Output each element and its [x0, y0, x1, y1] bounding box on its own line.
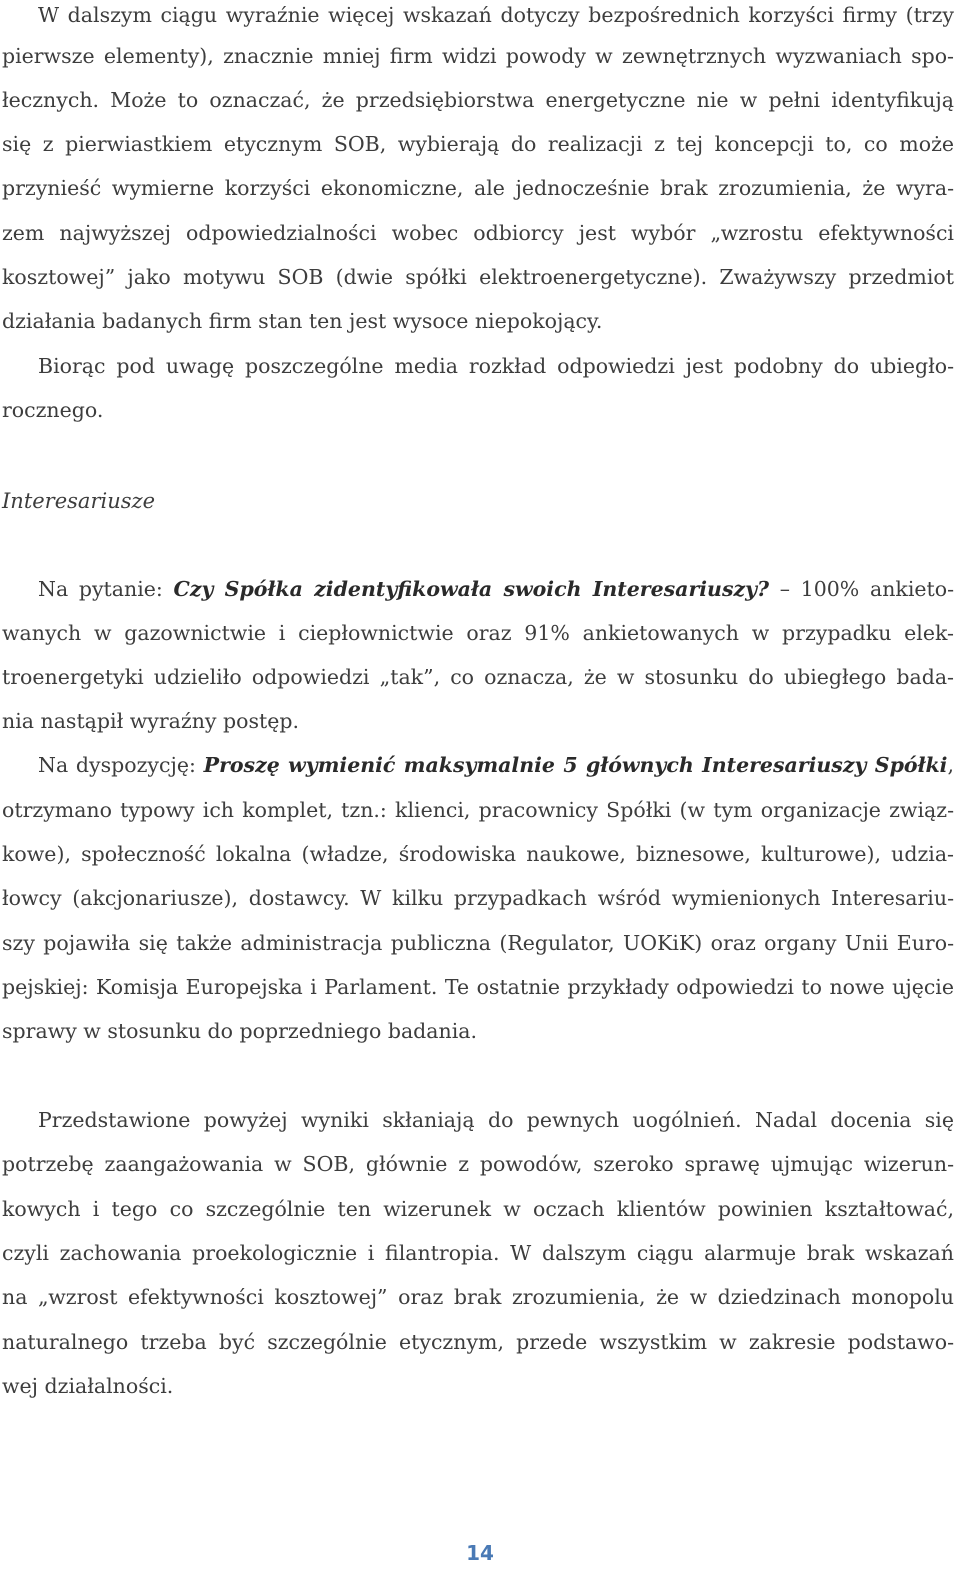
text-line: Przedstawione powyżej wyniki skłaniają do pewnych uogólnień. Nadal docenia się [38, 1108, 954, 1132]
text-line: sprawy w stosunku do poprzedniego badania. [2, 1019, 478, 1043]
text-line: łowcy (akcjonariusze), dostawcy. W kilku przypadkach wśród wymienionych Interesariu- [2, 886, 954, 910]
text-line: wej działalności. [2, 1374, 174, 1398]
text-line: pejskiej: Komisja Europejska i Parlament. Te ostatnie przykłady odpowiedzi to nowe ujęcie [2, 975, 954, 999]
text-line: czyli zachowania proekologicznie i filantropia. W dalszym ciągu alarmuje brak wskazań [2, 1241, 954, 1265]
text-line: na „wzrost efektywności kosztowej” oraz brak zrozumienia, że w dziedzinach monopolu [2, 1285, 954, 1309]
text-line: W dalszym ciągu wyraźnie więcej wskazań dotyczy bezpośrednich korzyści firmy (trzy [38, 3, 954, 27]
text-line: potrzebę zaangażowania w SOB, głównie z powodów, szeroko sprawę ujmując wizerun- [2, 1152, 954, 1176]
text-line: otrzymano typowy ich komplet, tzn.: klienci, pracownicy Spółki (w tym organizacje związ- [2, 798, 954, 822]
text-line: szy pojawiła się także administracja publiczna (Regulator, UOKiK) oraz organy Unii Euro- [2, 931, 954, 955]
text-line: kowych i tego co szczególnie ten wizerunek w oczach klientów powinien kształtować, [2, 1197, 954, 1221]
text-fragment: Na dyspozycję: [38, 753, 204, 777]
text-line: Biorąc pod uwagę poszczególne media rozkład odpowiedzi jest podobny do ubiegło- [38, 354, 954, 378]
text-line: kosztowej” jako motywu SOB (dwie spółki elektroenergetyczne). Zważywszy przedmiot [2, 265, 954, 289]
text-line: rocznego. [2, 398, 104, 422]
text-fragment: , [947, 753, 954, 777]
question-text: Proszę wymienić maksymalnie 5 głównych Interesariuszy Spółki [203, 753, 948, 777]
text-line: przynieść wymierne korzyści ekonomiczne, ale jednocześnie brak zrozumienia, że wyra- [2, 176, 954, 200]
text-fragment: Na pytanie: [38, 577, 174, 601]
text-fragment: – 100% ankieto- [769, 577, 954, 601]
question-line [38, 574, 954, 604]
page-number: 14 [466, 1541, 494, 1565]
text-line: zem najwyższej odpowiedzialności wobec odbiorcy jest wybór „wzrostu efektywności [2, 221, 954, 245]
text-line: pierwsze elementy), znacznie mniej firm widzi powody w zewnętrznych wyzwaniach spo- [2, 44, 954, 68]
text-line: naturalnego trzeba być szczególnie etycznym, przede wszystkim w zakresie podstawo- [2, 1330, 954, 1354]
question-text: Czy Spółka zidentyfikowała swoich Interesariuszy? [173, 577, 770, 601]
text-line: się z pierwiastkiem etycznym SOB, wybierają do realizacji z tej koncepcji to, co może [2, 132, 954, 156]
text-line: kowe), społeczność lokalna (władze, środowiska naukowe, biznesowe, kulturowe), udzia- [2, 842, 954, 866]
text-line: działania badanych firm stan ten jest wysoce niepokojący. [2, 309, 603, 333]
text-line: wanych w gazownictwie i ciepłownictwie oraz 91% ankietowanych w przypadku elek- [2, 621, 954, 645]
section-heading: Interesariusze [2, 489, 155, 513]
text-line: nia nastąpił wyraźny postęp. [2, 709, 299, 733]
text-line: troenergetyki udzieliło odpowiedzi „tak”, co oznacza, że w stosunku do ubiegłego bada- [2, 665, 954, 689]
text-line: łecznych. Może to oznaczać, że przedsiębiorstwa energetyczne nie w pełni identyfikują [2, 88, 954, 112]
question-line [38, 750, 954, 780]
